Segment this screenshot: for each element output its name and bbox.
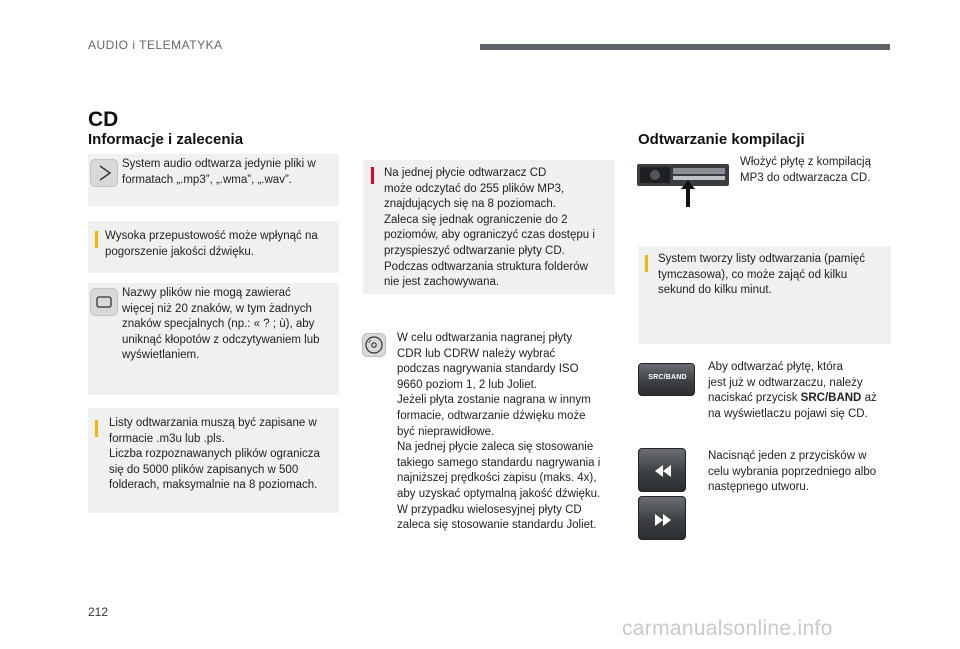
text-fragment: naciskać przycisk (708, 392, 801, 405)
text-line: Wysoka przepustowość może wpłynąć na (105, 230, 318, 242)
page-number: 212 (88, 605, 109, 619)
rectangle-icon (90, 288, 118, 316)
watermark: carmanualsonline.info (622, 617, 833, 640)
text-line: na wyświetlaczu pojawi się CD. (708, 407, 868, 420)
cd-disc-icon (362, 333, 386, 357)
fast-forward-icon (654, 513, 672, 531)
text-line: takiego samego standardu nagrywania i (397, 456, 601, 469)
text-line: więcej niż 20 znaków, w tym żadnych (122, 302, 312, 315)
text-line: W przypadku wielosesyjnej płyty CD (397, 503, 582, 516)
text-line: zaleca się stosowanie standardu Joliet. (397, 519, 597, 532)
src-band-text: SRC/BAND (800, 392, 862, 405)
left-heading: Informacje i zalecenia (88, 131, 244, 148)
text-line (708, 391, 877, 407)
text-line: 9660 poziom 1, 2 lub Joliet. (397, 378, 538, 391)
left-block2-box (88, 221, 339, 273)
text-line: MP3 do odtwarzacza CD. (740, 171, 871, 184)
text-line: Zaleca się jednak ograniczenie do 2 (384, 213, 568, 226)
text-line: Listy odtwarzania muszą być zapisane w (109, 417, 317, 429)
text-line: podczas nagrywania standardy ISO (397, 363, 579, 376)
text-line: W celu odtwarzania nagranej płyty (397, 332, 573, 344)
text-line: uniknąć kłopotów z odczytywaniem lub (122, 333, 320, 346)
note-bar-icon (645, 255, 648, 272)
right-block2-box (638, 246, 891, 344)
rewind-icon (654, 464, 672, 482)
text-line: znaków specjalnych (np.: « ? ; ù), aby (122, 318, 315, 331)
text-line: CDR lub CDRW należy wybrać (397, 347, 556, 360)
left-block1-box (88, 154, 339, 206)
text-line: formacie .m3u lub .pls. (109, 432, 225, 445)
text-line: następnego utworu. (708, 481, 810, 494)
text-line: znajdujących się na 8 poziomach. (384, 198, 556, 211)
next-track-button[interactable] (638, 496, 686, 540)
text-fragment: aż (861, 392, 877, 405)
right-heading: Odtwarzanie kompilacji (638, 131, 805, 148)
note-bar-icon (95, 420, 98, 437)
text-line: nie jest zachowywana. (384, 276, 500, 289)
text-line: pogorszenie jakości dźwięku. (105, 245, 254, 258)
text-line: Aby odtwarzać płytę, która (708, 361, 843, 373)
text-line: się do 5000 plików zapisanych w 500 (109, 463, 299, 476)
middle-block1-box (363, 160, 615, 294)
text-line: Liczba rozpoznawanych plików ogranicza (109, 448, 320, 461)
text-line: najniższej prędkości zapisu (maks. 4x), (397, 472, 597, 485)
left-block3-box (88, 283, 339, 395)
header-bar (480, 44, 890, 50)
text-line: wyświetlaniem. (122, 349, 200, 362)
text-line: Nazwy plików nie mogą zawierać (122, 287, 291, 299)
text-line: Podczas odtwarzania struktura folderów (384, 260, 588, 273)
text-line: System tworzy listy odtwarzania (pamięć (658, 253, 866, 265)
page-title: CD (88, 108, 119, 131)
text-line: Włożyć płytę z kompilacją (740, 156, 872, 168)
left-block4-box (88, 408, 339, 513)
header-section-title: AUDIO i TELEMATYKA (88, 38, 223, 52)
text-line: być nieprawidłowe. (397, 425, 495, 438)
text-line: Na jednej płycie odtwarzacz CD (384, 167, 547, 179)
text-line: przyspieszyć odtwarzanie płyty CD. (384, 244, 565, 257)
up-arrow-icon (678, 178, 698, 213)
text-line: Na jednej płycie zaleca się stosowanie (397, 441, 594, 454)
text-line: tymczasowa), co może zająć od kilku (658, 268, 848, 281)
text-line: System audio odtwarza jedynie pliki w (122, 158, 316, 170)
text-line: celu wybrania poprzedniego albo (708, 465, 877, 478)
play-triangle-icon (90, 159, 118, 187)
text-line: jest już w odtwarzaczu, należy (708, 376, 863, 389)
text-line: formatach „.mp3”, „.wma”, „.wav”. (122, 173, 292, 186)
text-line: Nacisnąć jeden z przycisków w (708, 450, 867, 462)
text-line: może odczytać do 255 plików MP3, (384, 182, 565, 195)
text-line: formacie, odtwarzanie dźwięku może (397, 409, 586, 422)
note-bar-icon (95, 231, 98, 248)
text-line: folderach, maksymalnie na 8 poziomach. (109, 479, 318, 492)
text-line: Jeżeli płyta zostanie nagrana w innym (397, 394, 591, 407)
src-band-label: SRC/BAND (648, 374, 687, 381)
radio-unit-illustration (637, 158, 729, 208)
text-line: aby uzyskać optymalną jakość dźwięku. (397, 487, 601, 500)
text-line: poziomów, aby ograniczyć czas dostępu i (384, 229, 595, 242)
previous-track-button[interactable] (638, 448, 686, 492)
warning-bar-icon (371, 167, 374, 184)
src-band-button[interactable] (638, 363, 695, 396)
text-line: sekund do kilku minut. (658, 284, 772, 297)
